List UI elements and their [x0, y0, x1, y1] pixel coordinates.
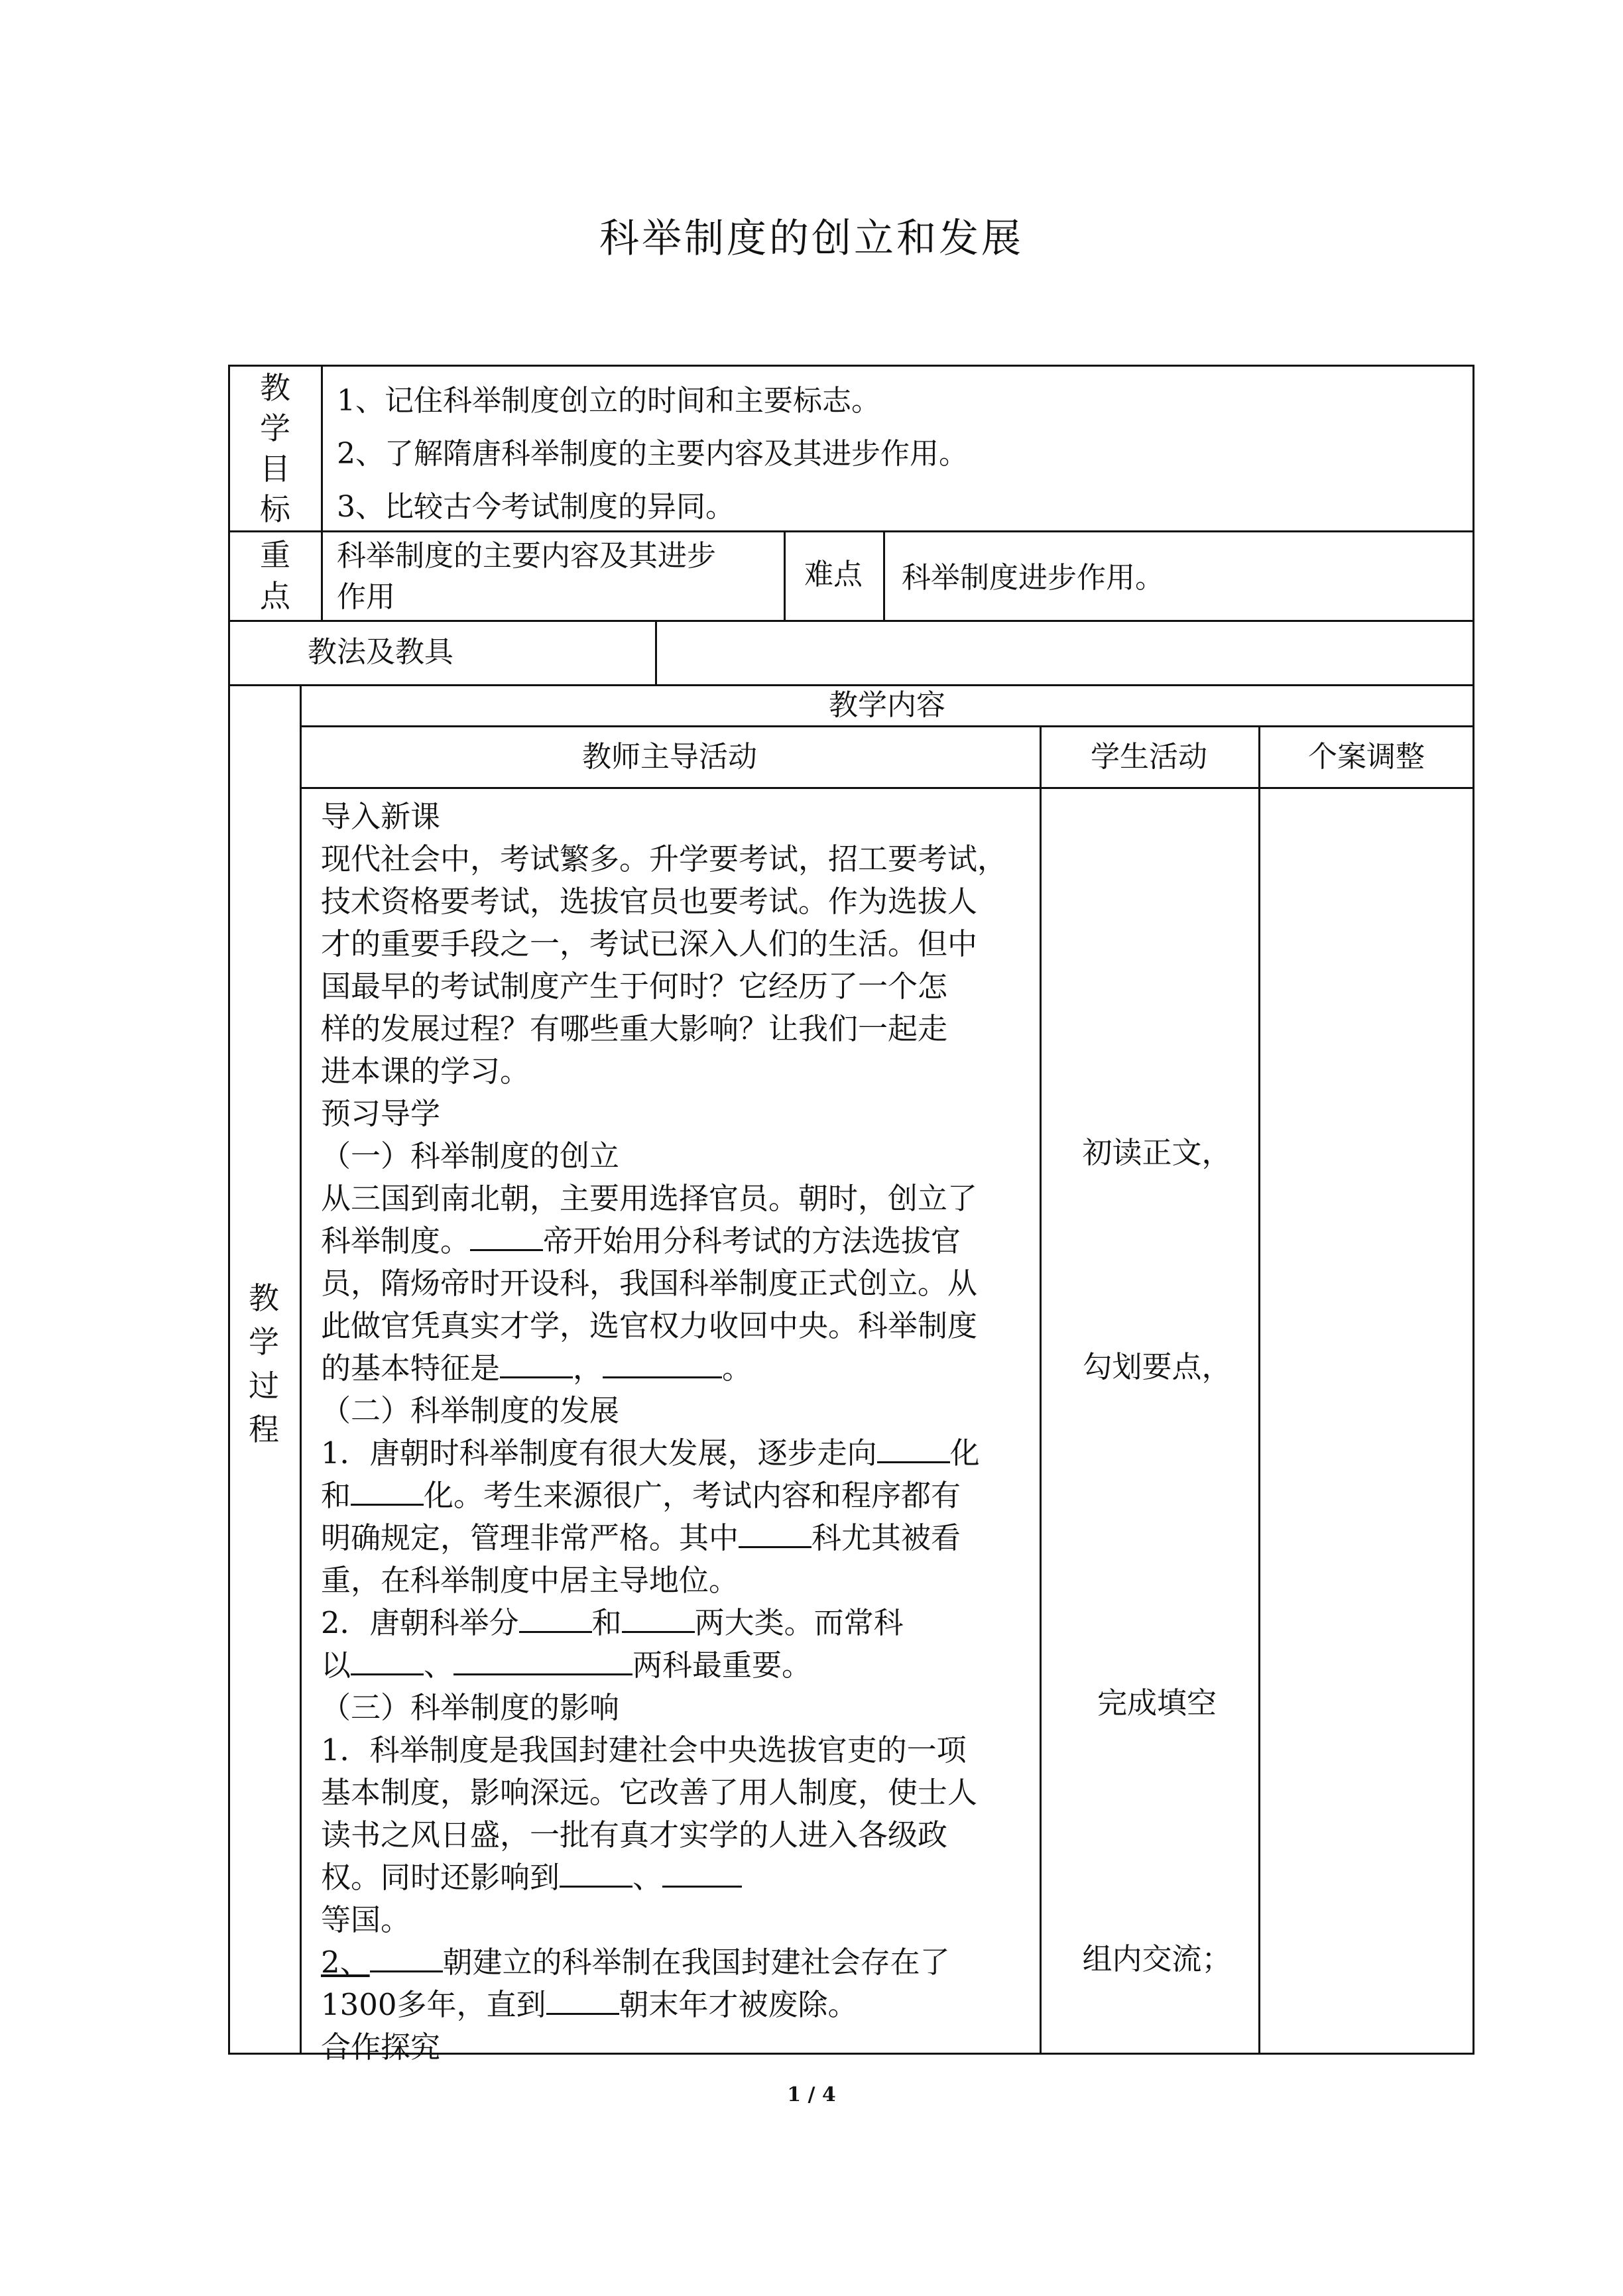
teacher-activity: 导入新课 现代社会中，考试繁多。升学要考试，招工要考试， 技术资格要考试，选拔官员也要考试。作为选拔人 才的重要手段之一，考试已深入人们的生活。但中 国最早的考试制度产生于何时？它经历了一个怎 样的发展过程？有哪些重大影响？让我们一起走 进本课的学习。 预习导学 （一）科举制度的创立 从三国到南北朝，主要用选择官员。朝时，创立了 科举制度。 帝开始用分科考试的方法选拔官 员，隋炀帝时开设科，我国科举制度正式创立。从 此做官凭真实才学，选官权力收回中央。科举制度 的基本特征是 ， 。 （二）科举制度的发展 1．唐朝时科举制度有很大发展，逐步走向 化 和 化。考生来源很广，考试内容和程序都有 明确规定，管理非常严格。其中 科尤其被看 重，在科举制度中居主导地位。 2．唐朝科举分 和 两大类。而常科 以 、 两科最重要。 （三）科举制度的影响 1．科举制度是我国封建社会中央选拔官吏的一项 基本制度，影响深远。它改善了用人制度，使士人 读书之风日盛，一批有真才实学的人进入各级政 权。同时还影响到 、 等国。 2、 朝建立的科举制在我国封建社会存在了 1300多年，直到 朝末年才被废除。 合作探究 [321, 796, 1050, 2069]
fill-blank[interactable] [470, 1223, 543, 1251]
objective-item: 3、比较古今考试制度的异同。 [337, 490, 735, 524]
col-divider [321, 365, 323, 620]
fill-blank[interactable] [877, 1435, 950, 1463]
page-title: 科举制度的创立和发展 [599, 215, 1024, 262]
fill-blank[interactable] [622, 1604, 695, 1633]
fill-blank[interactable] [546, 1986, 619, 2015]
fill-blank[interactable] [453, 1647, 632, 1675]
fill-blank[interactable] [560, 1859, 632, 1888]
fill-blank[interactable] [662, 1859, 742, 1888]
student-activity: 组内交流； [1082, 1941, 1232, 1976]
section-heading: （一）科举制度的创立 [321, 1138, 620, 1174]
fill-blank[interactable] [739, 1520, 812, 1548]
column-header-teacher: 教师主导活动 [582, 740, 757, 774]
section-heading: 合作探究 [321, 2029, 441, 2065]
col-divider [300, 684, 302, 2055]
col-divider [883, 530, 885, 620]
fill-blank[interactable] [351, 1647, 424, 1675]
column-header-adjust: 个案调整 [1308, 740, 1425, 774]
process-label: 教 学 过 程 [249, 1280, 279, 1447]
fill-blank[interactable] [603, 1350, 722, 1378]
objectives-list [337, 375, 968, 534]
col-divider [655, 620, 657, 684]
content-header: 教学内容 [829, 688, 945, 722]
row-divider [300, 787, 1474, 789]
student-activity: 初读正文， [1082, 1135, 1232, 1170]
col-divider [1258, 725, 1260, 2055]
column-header-student: 学生活动 [1091, 740, 1207, 774]
section-heading: （三）科举制度的影响 [321, 1690, 620, 1725]
difficulty-label: 难点 [804, 558, 863, 591]
row-divider [228, 620, 1474, 622]
fill-blank[interactable] [500, 1350, 573, 1378]
fill-blank[interactable] [351, 1477, 424, 1506]
fill-blank[interactable] [519, 1604, 592, 1633]
student-activity: 完成填空 [1097, 1685, 1217, 1721]
section-heading: 导入新课 [321, 799, 441, 834]
keypoint-label: 重 点 [260, 537, 290, 614]
keypoint-text: 科举制度的主要内容及其进步 作用 [337, 539, 716, 614]
fill-blank[interactable] [370, 1944, 443, 1972]
page-number: 1 / 4 [787, 2083, 836, 2106]
objectives-label: 教 学 目 标 [260, 370, 290, 527]
difficulty-text: 科举制度进步作用。 [902, 561, 1164, 595]
methods-label: 教法及教具 [308, 635, 453, 669]
objective-item: 2、了解隋唐科举制度的主要内容及其进步作用。 [337, 437, 968, 471]
section-heading: 预习导学 [321, 1096, 441, 1131]
section-heading: （二）科举制度的发展 [321, 1393, 620, 1428]
objective-item: 1、记住科举制度创立的时间和主要标志。 [337, 384, 880, 418]
student-activity: 勾划要点， [1082, 1349, 1232, 1384]
